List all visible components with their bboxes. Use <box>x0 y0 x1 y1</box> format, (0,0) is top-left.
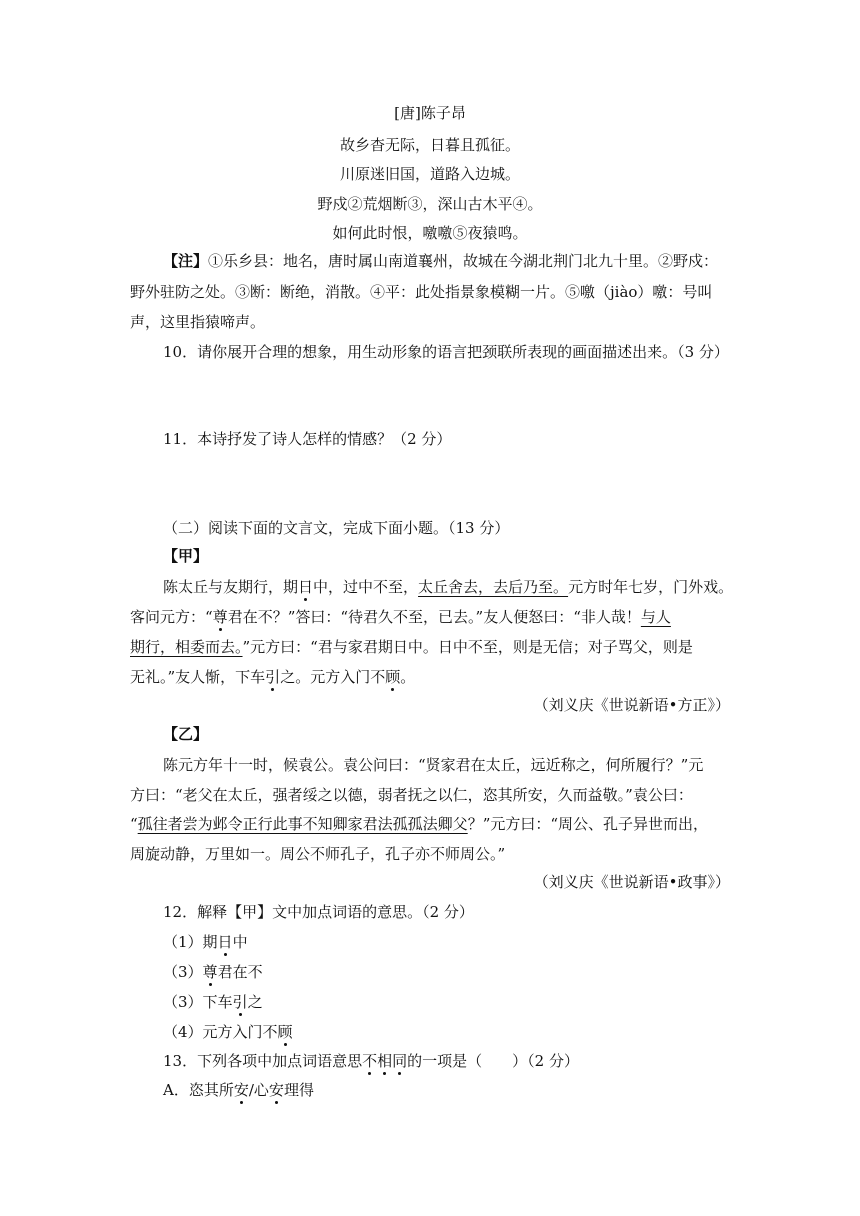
note-text-1: ①乐乡县：地名，唐时属山南道襄州，故城在今湖北荆门北九十里。②野戍： <box>208 252 719 270</box>
note-line-1 <box>163 250 718 272</box>
q12-item-3: （3）下车引之 <box>163 993 263 1011</box>
underlined-sentence: 与人 <box>640 608 671 626</box>
emphasis-dot: 安 <box>268 1081 284 1099</box>
emphasis-dot: 顾 <box>277 1023 293 1041</box>
jia-line-2: 客问元方：“尊君在不？”答曰：“待君久不至，已去。”友人便怒曰：“非人哉！与人 <box>130 608 671 626</box>
poem-author: [唐]陈子昂 <box>394 104 466 122</box>
note-label: 【注】 <box>163 252 209 270</box>
emphasis-dot: 安 <box>233 1081 249 1099</box>
emphasis-dot: 不 <box>362 1052 378 1070</box>
emphasis-dot: 尊 <box>202 963 218 981</box>
yi-source: （刘义庆《世说新语•政事》） <box>533 873 730 891</box>
emphasis-dot: 日 <box>298 578 314 596</box>
yi-line-2: 方曰：“老父在太丘，强者绥之以德，弱者抚之以仁，恣其所安，久而益敬。”袁公曰： <box>130 786 693 804</box>
poem-line-4: 如何此时恨，噭噭⑤夜猿鸣。 <box>332 224 528 242</box>
underlined-sentence: 太丘舍去，去后乃至。 <box>418 578 569 596</box>
emphasis-dot: 同 <box>392 1052 408 1070</box>
emphasis-dot: 相 <box>377 1052 393 1070</box>
poem-line-1: 故乡杳无际，日暮且孤征。 <box>339 136 520 154</box>
yi-label: 【乙】 <box>163 725 209 743</box>
section-2-heading: （二）阅读下面的文言文，完成下面小题。（13 分） <box>163 519 510 537</box>
emphasis-dot: 尊 <box>212 608 228 626</box>
question-12: 12．解释【甲】文中加点词语的意思。（2 分） <box>163 903 474 921</box>
yi-line-1: 陈元方年十一时，候袁公。袁公问曰：“贤家君在太丘，远近称之，何所履行？”元 <box>163 756 704 774</box>
poem-line-2: 川原迷旧国，道路入边城。 <box>339 165 520 183</box>
poem-line-3: 野戍②荒烟断③，深山古木平④。 <box>317 195 543 213</box>
emphasis-dot: 引 <box>265 668 281 686</box>
q12-item-2: （3）尊君在不 <box>163 963 263 981</box>
yi-line-4: 周旋动静，万里如一。周公不师孔子，孔子亦不师周公。” <box>130 845 506 863</box>
question-10: 10．请你展开合理的想象，用生动形象的语言把颈联所表现的画面描述出来。（3 分） <box>163 343 729 361</box>
jia-line-1: 陈太丘与友期行，期日中，过中不至，太丘舍去，去后乃至。元方时年七岁，门外戏。 <box>163 578 734 596</box>
question-13: 13．下列各项中加点词语意思不相同的一项是（ ）（2 分） <box>163 1052 579 1070</box>
q13-option-a: A．恣其所安/心安理得 <box>163 1081 314 1099</box>
jia-line-3: 期行，相委而去。”元方曰：“君与家君期日中。日中不至，则是无信；对子骂父，则是 <box>130 638 693 656</box>
q12-item-4: （4）元方入门不顾 <box>163 1023 293 1041</box>
jia-label: 【甲】 <box>163 547 209 565</box>
jia-line-4: 无礼。”友人惭，下车引之。元方入门不顾。 <box>130 668 416 686</box>
note-line-2: 野外驻防之处。③断：断绝，消散。④平：此处指景象模糊一片。⑤噭（jiào）噭：号叫 <box>130 283 713 301</box>
yi-line-3: “孤往者尝为邺令正行此事不知卿家君法孤孤法卿父？”元方曰：“周公、孔子异世而出， <box>130 815 709 833</box>
jia-source: （刘义庆《世说新语•方正》） <box>533 696 730 714</box>
underlined-sentence: 孤往者尝为邺令正行此事不知卿家君法孤孤法卿父 <box>137 815 468 833</box>
question-11: 11．本诗抒发了诗人怎样的情感？（2 分） <box>163 430 452 448</box>
note-line-3: 声，这里指猿啼声。 <box>130 313 266 331</box>
q12-item-1: （1）期日中 <box>163 933 248 951</box>
emphasis-dot: 引 <box>232 993 248 1011</box>
emphasis-dot: 日 <box>217 933 233 951</box>
underlined-sentence: 期行，相委而去。 <box>130 638 243 656</box>
emphasis-dot: 顾 <box>385 668 401 686</box>
